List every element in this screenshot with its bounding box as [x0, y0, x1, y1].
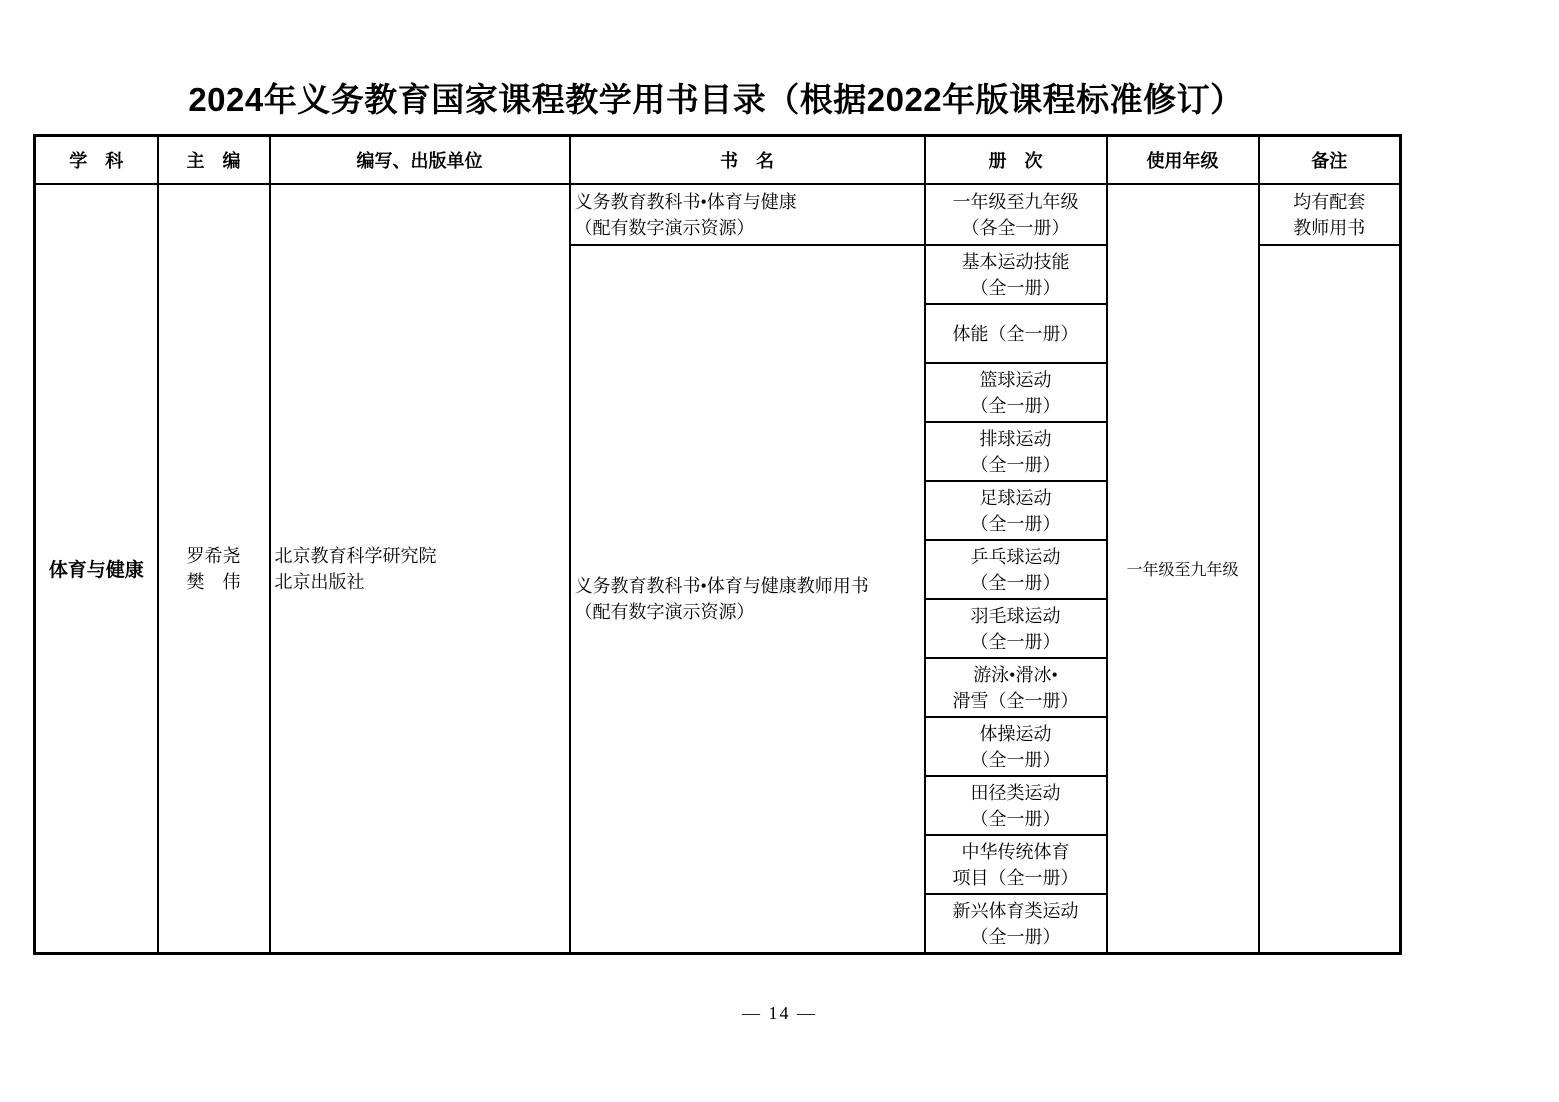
- volume-line: （全一册）: [970, 277, 1061, 298]
- grade-cell: 一年级至九年级: [1107, 184, 1259, 954]
- volume-line: 新兴体育类运动: [952, 900, 1079, 921]
- table-row: [35, 184, 1401, 245]
- editor-cell: [158, 184, 270, 954]
- volume-line: 篮球运动: [979, 369, 1052, 390]
- volume-cell: [925, 304, 1107, 363]
- publisher-cell: [270, 184, 570, 954]
- editor-name: 罗希尧: [186, 545, 241, 566]
- header-cell-volume: 册 次: [925, 136, 1107, 185]
- volume-line: 项目（全一册）: [952, 867, 1079, 888]
- volume-line: 一年级至九年级: [952, 191, 1079, 212]
- volume-cell: [925, 481, 1107, 540]
- publisher-name: 北京出版社: [274, 571, 365, 592]
- header-cell-publisher: 编写、出版单位: [270, 136, 570, 185]
- volume-line: （全一册）: [970, 572, 1061, 593]
- volume-cell: [925, 658, 1107, 717]
- volume-cell: [925, 245, 1107, 304]
- volume-cell: [925, 835, 1107, 894]
- volume-line: 足球运动: [979, 487, 1052, 508]
- header-cell-subject: 学 科: [35, 136, 158, 185]
- volume-line: （全一册）: [970, 926, 1061, 947]
- volume-line: 体操运动: [979, 723, 1052, 744]
- volume-line: （全一册）: [970, 808, 1061, 829]
- volume-line: 游泳•滑冰•: [973, 664, 1058, 685]
- volume-cell: [925, 717, 1107, 776]
- header-cell-bookname: 书 名: [570, 136, 925, 185]
- volume-cell: [925, 894, 1107, 954]
- volume-line: 基本运动技能: [961, 251, 1070, 272]
- book-name-line: 义务教育教科书•体育与健康: [574, 191, 797, 212]
- volume-cell: [925, 363, 1107, 422]
- note-cell-empty: [1259, 245, 1401, 954]
- note-line: 均有配套: [1293, 191, 1366, 212]
- header-cell-grade: 使用年级: [1107, 136, 1259, 185]
- volume-cell: [925, 184, 1107, 245]
- subject-cell: 体育与健康: [35, 184, 158, 954]
- volume-cell: [925, 540, 1107, 599]
- book-name-cell: [570, 245, 925, 954]
- volume-line: （全一册）: [970, 749, 1061, 770]
- header-cell-note: 备注: [1259, 136, 1401, 185]
- volume-line: 羽毛球运动: [970, 605, 1061, 626]
- document-title: 2024年义务教育国家课程教学用书目录（根据2022年版课程标准修订）: [188, 81, 1244, 118]
- note-line: 教师用书: [1293, 217, 1366, 238]
- table-header-row: [35, 136, 1401, 185]
- book-name-cell: [570, 184, 925, 245]
- book-name-line: 义务教育教科书•体育与健康教师用书: [574, 576, 869, 596]
- volume-line: 排球运动: [979, 428, 1052, 449]
- header-cell-editor: 主 编: [158, 136, 270, 185]
- volume-line: （全一册）: [970, 631, 1061, 652]
- volume-line: 乒乓球运动: [970, 546, 1061, 567]
- editor-name: 樊 伟: [186, 571, 241, 592]
- book-name-line: （配有数字演示资源）: [574, 602, 755, 622]
- volume-line: （全一册）: [970, 395, 1061, 416]
- volume-cell: [925, 776, 1107, 835]
- book-name-line: （配有数字演示资源）: [574, 217, 755, 238]
- textbook-catalog-table: [33, 134, 1402, 955]
- volume-line: 滑雪（全一册）: [952, 690, 1079, 711]
- volume-line: 中华传统体育: [961, 841, 1070, 862]
- volume-cell: [925, 599, 1107, 658]
- page-number: — 14 —: [742, 1003, 817, 1023]
- volume-line: （全一册）: [970, 454, 1061, 475]
- note-cell: [1259, 184, 1401, 245]
- volume-line: 田径类运动: [970, 782, 1061, 803]
- volume-line: 体能（全一册）: [952, 323, 1079, 344]
- volume-line: （全一册）: [970, 513, 1061, 534]
- publisher-name: 北京教育科学研究院: [274, 545, 437, 566]
- volume-line: （各全一册）: [961, 217, 1070, 238]
- volume-cell: [925, 422, 1107, 481]
